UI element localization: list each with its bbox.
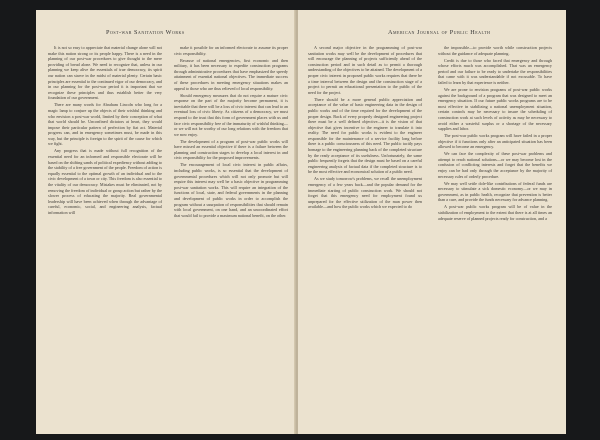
right-page (298, 10, 566, 434)
paragraph: It is not so easy to appreciate that material change alone will not make this nation strong or its people happy. There is a need in the planning of our post-war procedures to give thought to the mere providing of bread alone. We need to recognize that, unless in our planning we keep alive the essentials of true democracy, its spirit our nation can starve in the midst of material plenty. Certain basic principles are essential to the continued vigor of our democracy, and in our planning for the post-war period it is important that we recognize these principles and thus establish better the very foundation of our government. (48, 45, 162, 101)
paragraph: make it possible for an informed electorate to assume its proper civic responsibility. (174, 45, 288, 56)
paragraph: As we study tomorrow's problems, we recall the unemployment emergency of a few years back—and the popular demand for the immediate starting of public construction work. We should not forget that this emergency need for employment found us unprepared for the effective utilization of the man power then available—and how the public works which we expected to do (308, 176, 422, 210)
running-header-right: American Journal of Public Health (388, 29, 491, 36)
left-column-2 (174, 45, 288, 220)
paragraph: Credit is due to those who faced that emergency and through whose efforts much was accomplished. That was an emergency period and our failure to be ready to undertake the responsibilities that came with it was understandable if not excusable. To have failed to learn by that experience is neither. (438, 57, 552, 85)
left-column-1 (48, 45, 162, 217)
paragraph: the impossible—to provide worth while construction projects without the guidance of adequate planning. (438, 45, 552, 56)
left-page (36, 10, 297, 434)
paragraph: We are prone to envision programs of post-war public works against the background of a program that was designed to meet an emergency situation. If our future public works programs are to be most effective in stabilizing a national unemployment situation, certain controls may be necessary to insure the scheduling of construction work at such levels of activity as may be necessary to avoid either a wasteful surplus or a shortage of the necessary supplies and labor. (438, 86, 552, 132)
paragraph: Should emergency measures that do not require a mature civic response on the part of the majority become permanent, it is inevitable that there will be a loss of civic interest that can lead to an eventual loss of civic liberty. As citizens of a democracy, we must respond to the trust that this form of government places with us and face civic responsibility free of the immaturity of wishful thinking—or we will not be worthy of our long relations with the freedom that we now enjoy. (174, 92, 288, 137)
paragraph: There should be a more general public appreciation and acceptance of the value of basic engineering data in the design of public works and of the time required for the development of the proper design. Back of every properly designed engineering project there must be a well defined objective—it is the vision of that objective that gives incentive to the engineer to translate it into reality. The need for public works is evident to the engineer responsible for the maintenance of a service facility long before there is a public consciousness of this need. The public tacitly pays homage to the engineering planning back of the completed structure by the ready acceptance of its usefulness. Unfortunately, the same public frequently forgets that the design must be based on a careful engineering analysis of factual data if the completed structure is to be the most effective and economical solution of a public need. (308, 96, 422, 175)
paragraph: A second major objective in the programming of post-war sanitation works may well be the development of procedures that will encourage the planning of projects sufficiently ahead of the construction period and in such detail as to permit a thorough understanding of the objectives to be attained. The development of a proper civic interest in proposed public works requires that there be a time interval between the design and the construction stage of a project to permit an educational presentation to the public of the need for the project. (308, 45, 422, 95)
paragraph: Because of national emergencies, first economic and then military, it has been necessary to expedite construction programs through administrative procedures that have emphasized the speedy attainment of essential national objectives. The immediate success of these procedures in meeting emergency situations makes an appeal to those who are thus relieved of local responsibility. (174, 57, 288, 91)
paragraph: The post-war public works program will have failed in a proper objective if it functions only after an anticipated situation has been allowed to become an emergency. (438, 133, 552, 150)
paragraph: We can face the complexity of these post-war problems and attempt to reach national solutions—or we may become lost in the confusion of conflicting interests and forget that the benefits we enjoy can be had only through the acceptance by the majority of necessary rules of orderly procedure. (438, 151, 552, 179)
paragraph: A post-war public works program will be of value in the stabilization of employment to the extent that there is at all times an adequate reserve of planned projects ready for construction, and a (438, 204, 552, 221)
paragraph: The development of a program of post-war public works will have missed an essential objective if there is a failure between the planning and construction stages to develop a local interest in and civic responsibility for the proposed improvements. (174, 138, 288, 161)
right-column-1 (308, 45, 422, 211)
paragraph: There are many words for Abraham Lincoln who long for a magic lamp to conjure up the objects of their wishful thinking and who envision a post-war world, limited by their conception of what that world should be. Unconfined dictators at heart, they would impose their particular pattern of perfection by fiat act. Material progress can, and in emergency sometimes must, be made in this way, but the principle is foreign to the spirit of the cause for which we fight. (48, 102, 162, 147)
right-column-2 (438, 45, 552, 223)
paragraph: We may well settle dole-like contributions of federal funds are necessary to stimulate a sick domestic economy—or we may in government, as in public health, recognize that prevention is better than a cure, and provide the funds necessary for advance planning. (438, 180, 552, 203)
paragraph: The encouragement of local civic interest in public affairs, including public works, is so essential that the development of governmental procedures which will not only promote but will require this interest may well be a basic objective in programming post-war sanitation works. This will require an integration of the functions of local, state, and federal governments in the planning and development of public works in order to accomplish the program without a usurpation of responsibilities that should remain with local government, on one hand, and an uncoordinated effort that would fail to provide a maximum national benefit, on the other. (174, 162, 288, 218)
running-header-left: Post-war Sanitation Works (106, 29, 185, 36)
paragraph: Any progress that is made without full recognition of the essential need for an informed and responsible electorate will be based on the shifting sands of political expediency without adding to the stability of a free government of the people. Freedom of action is equally essential to the optimal growth of an individual and to the civic development of a town or city. This freedom is also essential to the vitality of our democracy. Mistakes must be eliminated, not by removing the freedom of individual or group action but rather by the slower process of educating the majority. Real governmental leadership will have been achieved when through the advantage of careful, economic, social, and engineering analysis, factual information will (48, 148, 162, 215)
